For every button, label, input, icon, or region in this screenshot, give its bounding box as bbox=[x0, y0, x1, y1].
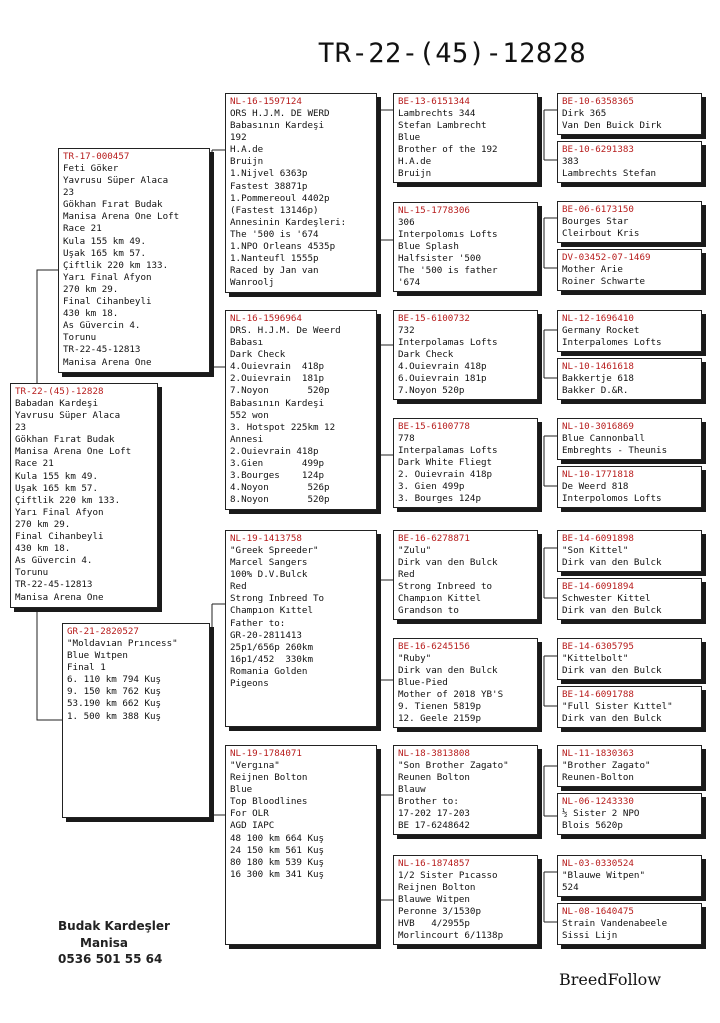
info-line: 3. Bourges 124p bbox=[398, 493, 481, 505]
sire-dam-card[interactable] bbox=[225, 310, 377, 510]
info-line: 4.Ouievrain 418p bbox=[398, 361, 487, 373]
info-line: As Güvercin 4. bbox=[63, 320, 141, 332]
info-line: Yarı Final Afyon bbox=[63, 271, 152, 283]
info-line: The '500 is father bbox=[398, 265, 498, 277]
info-line: 192 bbox=[230, 132, 247, 144]
gggp-card[interactable] bbox=[557, 93, 702, 135]
info-line: Van Den Buick Dirk bbox=[562, 120, 662, 132]
info-line: Feti Göker bbox=[63, 163, 119, 174]
info-line: DRS. H.J.M. De Weerd bbox=[230, 325, 341, 336]
gggp-card[interactable] bbox=[557, 686, 702, 728]
info-line: Çiftlik 220 km 133. bbox=[63, 259, 169, 271]
info-line: Yavrusu Süper Alaca bbox=[63, 175, 169, 187]
info-line: Blue Cannonball bbox=[562, 433, 645, 444]
info-line: 2.Ouievrain 418p bbox=[230, 445, 319, 457]
info-line: 778 bbox=[398, 433, 415, 444]
ring-number: BE-14-6091898 bbox=[562, 533, 634, 544]
info-line: Interpalamas Lofts bbox=[398, 445, 498, 457]
ring-number: BE-16-6278871 bbox=[398, 533, 470, 544]
info-line: Babasının Kardeşi bbox=[230, 397, 325, 409]
info-line: 16p1/452 330km bbox=[230, 653, 313, 665]
info-line: Father to: bbox=[230, 617, 286, 629]
info-line: Gökhan Fırat Budak bbox=[15, 434, 115, 446]
info-line: 2.Ouievrain 181p bbox=[230, 373, 325, 385]
gggp-card[interactable] bbox=[557, 141, 702, 183]
ggp-card[interactable] bbox=[393, 310, 538, 400]
ring-number: NL-16-1596964 bbox=[230, 313, 302, 324]
info-line: Blue bbox=[230, 784, 253, 796]
info-line: Final Cihanbeyli bbox=[63, 296, 152, 308]
info-line: Lambrechts Stefan bbox=[562, 168, 657, 180]
info-line: Cleirbout Kris bbox=[562, 228, 640, 240]
info-line: 6.Ouievrain 181p bbox=[398, 373, 487, 385]
gggp-card[interactable] bbox=[557, 793, 702, 835]
info-line: Embreghts - Theunis bbox=[562, 445, 668, 457]
info-line: As Güvercin 4. bbox=[15, 555, 93, 567]
info-line: Torunu bbox=[63, 332, 97, 344]
ring-number: TR-17-000457 bbox=[63, 151, 130, 162]
info-line: Bruijn bbox=[398, 168, 432, 180]
info-line: Dirk van den Bulck bbox=[562, 713, 662, 725]
info-line: Red bbox=[398, 569, 415, 581]
info-line: Champıon Kıttel bbox=[230, 605, 313, 617]
info-line: Blauw bbox=[398, 784, 426, 796]
ggp-card[interactable] bbox=[393, 93, 538, 183]
info-line: Torunu bbox=[15, 567, 49, 579]
info-line: Uşak 165 km 57. bbox=[15, 482, 98, 494]
ggp-card[interactable] bbox=[393, 638, 538, 728]
ring-number: NL-16-1597124 bbox=[230, 96, 302, 107]
info-line: Blue bbox=[398, 132, 421, 144]
dam-dam-card[interactable] bbox=[225, 745, 377, 945]
gggp-card[interactable] bbox=[557, 418, 702, 460]
info-line: Race 21 bbox=[15, 458, 54, 470]
info-line: H.A.de bbox=[230, 144, 264, 156]
ring-number: BE-10-6291383 bbox=[562, 144, 634, 155]
info-line: BE 17-6248642 bbox=[398, 820, 470, 832]
info-line: Manisa Arena One Loft bbox=[63, 211, 180, 223]
info-line: 306 bbox=[398, 217, 415, 228]
info-line: 48 100 km 664 Kuş bbox=[230, 832, 325, 844]
info-line: Top Bloodlines bbox=[230, 796, 308, 808]
ggp-card[interactable] bbox=[393, 530, 538, 620]
ggp-card[interactable] bbox=[393, 418, 538, 508]
info-line: 1.Pommereoul 4402p bbox=[230, 192, 330, 204]
ring-number: BE-14-6091894 bbox=[562, 581, 634, 592]
info-line: Mother Arie bbox=[562, 264, 623, 275]
info-line: 3.Gien 499p bbox=[230, 458, 325, 470]
info-line: Red bbox=[230, 581, 247, 593]
info-line: Bakkertje 618 bbox=[562, 373, 634, 384]
info-line: Raced by Jan van bbox=[230, 265, 319, 277]
info-line: Champıon Kittel bbox=[398, 593, 481, 605]
info-line: "Full Sister Kıttel" bbox=[562, 701, 673, 712]
info-line: 8.Noyon 520p bbox=[230, 494, 330, 506]
info-line: Dark Check bbox=[398, 349, 454, 361]
info-line: Babasının Kardeşi bbox=[230, 120, 325, 132]
info-line: 9. Tienen 5819p bbox=[398, 701, 481, 713]
info-line: Romania Golden bbox=[230, 665, 308, 677]
info-line: For OLR bbox=[230, 808, 269, 820]
ring-number: NL-11-1830363 bbox=[562, 748, 634, 759]
info-line: Reunen Bolton bbox=[398, 772, 470, 784]
ring-number: NL-10-1771818 bbox=[562, 469, 634, 480]
dam-sire-card[interactable] bbox=[225, 530, 377, 727]
info-line: Interpalomes Lofts bbox=[562, 337, 662, 349]
info-line: Dirk van den Bulck bbox=[562, 605, 662, 617]
info-line: 25p1/656p 260km bbox=[230, 641, 313, 653]
info-line: "Vergına" bbox=[230, 760, 280, 771]
info-line: Kula 155 km 49. bbox=[63, 235, 146, 247]
info-line: Mother of 2018 YB'S bbox=[398, 689, 504, 701]
info-line: 732 bbox=[398, 325, 415, 336]
gggp-card[interactable] bbox=[557, 578, 702, 620]
info-line: Final Cihanbeyli bbox=[15, 531, 104, 543]
info-line: Gökhan Fırat Budak bbox=[63, 199, 163, 211]
ring-number: BE-16-6245156 bbox=[398, 641, 470, 652]
info-line: 23 bbox=[15, 422, 27, 434]
info-line: Brother to: bbox=[398, 796, 459, 808]
info-line: Strong Inbreed to bbox=[398, 581, 493, 593]
info-line: Dirk van den Bulck bbox=[562, 557, 662, 569]
info-line: Bruijn bbox=[230, 156, 264, 168]
info-line: 17-202 17-203 bbox=[398, 808, 470, 820]
gggp-card[interactable] bbox=[557, 855, 702, 897]
info-line: 1. 500 km 388 Kuş bbox=[67, 710, 162, 722]
info-line: 3. Gien 499p bbox=[398, 481, 465, 493]
info-line: "Blauwe Witpen" bbox=[562, 870, 645, 881]
info-line: Sissi Lijn bbox=[562, 930, 618, 942]
info-line: Kula 155 km 49. bbox=[15, 470, 98, 482]
ggp-card[interactable] bbox=[393, 745, 538, 835]
sire-card[interactable] bbox=[58, 148, 210, 373]
info-line: Blauwe Witpen bbox=[398, 894, 470, 906]
dam-card[interactable] bbox=[62, 623, 210, 818]
info-line: TR-22-45-12813 bbox=[63, 344, 141, 356]
pedigree-title: TR-22-(45)-12828 bbox=[318, 38, 587, 69]
owner-name: Budak Kardeşler bbox=[58, 919, 170, 933]
ring-number: BE-15-6100732 bbox=[398, 313, 470, 324]
info-line: Race 21 bbox=[63, 223, 102, 235]
gggp-card[interactable] bbox=[557, 903, 702, 945]
ring-number: NL-08-1640475 bbox=[562, 906, 634, 917]
ring-number: BE-14-6091788 bbox=[562, 689, 634, 700]
info-line: The '500 is '674 bbox=[230, 228, 319, 240]
sire-sire-card[interactable] bbox=[225, 93, 377, 293]
ring-number: NL-19-1784071 bbox=[230, 748, 302, 759]
info-line: 270 km 29. bbox=[63, 283, 119, 295]
brand-logo-text: BreedFollow bbox=[559, 970, 662, 989]
info-line: Morlincourt 6/1138p bbox=[398, 930, 504, 942]
owner-phone: 0536 501 55 64 bbox=[58, 952, 163, 966]
ring-number: BE-13-6151344 bbox=[398, 96, 470, 107]
info-line: 100% D.V.Bulck bbox=[230, 569, 308, 581]
info-line: Marcel Sangers bbox=[230, 557, 308, 569]
info-line: 1.NPO Orleans 4535p bbox=[230, 241, 336, 253]
info-line: 383 bbox=[562, 156, 579, 167]
info-line: Yarı Final Afyon bbox=[15, 506, 104, 518]
ggp-card[interactable] bbox=[393, 202, 538, 292]
info-line: "Kittelbolt" bbox=[562, 653, 629, 664]
info-line: 430 km 18. bbox=[15, 543, 71, 555]
info-line: Brother of the 192 bbox=[398, 144, 498, 156]
info-line: Blue Splash bbox=[398, 241, 459, 253]
info-line: "Zulu" bbox=[398, 545, 432, 556]
info-line: "Son Brother Zagato" bbox=[398, 760, 509, 771]
info-line: Fastest 38871p bbox=[230, 180, 308, 192]
info-line: 1.Nijvel 6363p bbox=[230, 168, 308, 180]
ring-number: NL-10-1461618 bbox=[562, 361, 634, 372]
info-line: Blue Wıtpen bbox=[67, 650, 128, 662]
info-line: Interpolomıs Lofts bbox=[398, 229, 498, 241]
info-line: Yavrusu Süper Alaca bbox=[15, 410, 121, 422]
info-line: GR-20-2811413 bbox=[230, 629, 302, 641]
owner-city: Manisa bbox=[80, 935, 128, 950]
ring-number: NL-10-3016869 bbox=[562, 421, 634, 432]
ring-number: NL-03-0330524 bbox=[562, 858, 634, 869]
ring-number: DV-03452-07-1469 bbox=[562, 252, 651, 263]
info-line: 12. Geele 2159p bbox=[398, 713, 481, 725]
info-line: Strong Inbreed To bbox=[230, 593, 325, 605]
ring-number: BE-06-6173150 bbox=[562, 204, 634, 215]
info-line: 53.190 km 662 Kuş bbox=[67, 698, 162, 710]
info-line: Babadan Kardeşi bbox=[15, 398, 98, 409]
gggp-card[interactable] bbox=[557, 310, 702, 352]
info-line: (Fastest 13146p) bbox=[230, 204, 319, 216]
info-line: Manisa Arena One Loft bbox=[15, 446, 132, 458]
info-line: 4.Noyon 526p bbox=[230, 482, 330, 494]
info-line: 552 won bbox=[230, 409, 269, 421]
info-line: Dirk van den Bulck bbox=[398, 665, 498, 677]
info-line: 6. 110 km 794 Kuş bbox=[67, 674, 162, 686]
info-line: Grandson to bbox=[398, 605, 459, 617]
info-line: Reijnen Bolton bbox=[398, 882, 476, 894]
ring-number: GR-21-2820527 bbox=[67, 626, 139, 637]
ring-number: NL-06-1243330 bbox=[562, 796, 634, 807]
info-line: "Ruby" bbox=[398, 653, 432, 664]
info-line: Lambrechts 344 bbox=[398, 108, 476, 119]
info-line: Halfsister '500 bbox=[398, 253, 481, 265]
info-line: TR-22-45-12813 bbox=[15, 579, 93, 591]
info-line: Çiftlik 220 km 133. bbox=[15, 494, 121, 506]
info-line: Interpolamas Lofts bbox=[398, 337, 498, 349]
gggp-card[interactable] bbox=[557, 466, 702, 508]
info-line: Reunen-Bolton bbox=[562, 772, 634, 784]
info-line: Blois 5620p bbox=[562, 820, 623, 832]
ring-number: TR-22-(45)-12828 bbox=[15, 386, 104, 397]
info-line: Roiner Schwarte bbox=[562, 276, 645, 288]
ring-number: BE-14-6305795 bbox=[562, 641, 634, 652]
info-line: Blue-Pied bbox=[398, 677, 448, 689]
info-line: 3.Bourges 124p bbox=[230, 470, 325, 482]
owner-info bbox=[58, 918, 170, 968]
info-line: "Brother Zagato" bbox=[562, 760, 651, 771]
info-line: Annesi bbox=[230, 433, 264, 445]
info-line: Final 1 bbox=[67, 662, 106, 674]
ring-number: NL-18-3813808 bbox=[398, 748, 470, 759]
info-line: Manisa Arena One bbox=[15, 591, 104, 603]
info-line: 9. 150 km 762 Kuş bbox=[67, 686, 162, 698]
info-line: 7.Noyon 520p bbox=[398, 385, 465, 397]
gggp-card[interactable] bbox=[557, 530, 702, 572]
info-line: 24 150 km 561 Kuş bbox=[230, 844, 325, 856]
info-line: Dirk van den Bulck bbox=[562, 665, 662, 677]
info-line: Annesinin Kardeşleri: bbox=[230, 216, 347, 228]
info-line: 3. Hotspot 225km 12 bbox=[230, 421, 336, 433]
gggp-card[interactable] bbox=[557, 249, 702, 291]
info-line: 2. Ouievrain 418p bbox=[398, 469, 493, 481]
info-line: "Son Kittel" bbox=[562, 545, 629, 556]
info-line: De Weerd 818 bbox=[562, 481, 629, 492]
info-line: Germany Rocket bbox=[562, 325, 640, 336]
ring-number: BE-10-6358365 bbox=[562, 96, 634, 107]
ring-number: NL-16-1874857 bbox=[398, 858, 470, 869]
info-line: Reijnen Bolton bbox=[230, 772, 308, 784]
info-line: "Moldavıan Prıncess" bbox=[67, 638, 178, 649]
info-line: Manisa Arena One bbox=[63, 356, 152, 368]
info-line: Uşak 165 km 57. bbox=[63, 247, 146, 259]
ggp-card[interactable] bbox=[393, 855, 538, 945]
subject-pigeon-card[interactable] bbox=[10, 383, 158, 608]
info-line: Babası bbox=[230, 337, 264, 349]
info-line: 23 bbox=[63, 187, 75, 199]
ring-number: NL-19-1413758 bbox=[230, 533, 302, 544]
info-line: H.A.de bbox=[398, 156, 432, 168]
info-line: Dirk 365 bbox=[562, 108, 607, 119]
ring-number: NL-15-1778306 bbox=[398, 205, 470, 216]
info-line: Bakker D.&R. bbox=[562, 385, 629, 397]
info-line: 1/2 Sister Pıcasso bbox=[398, 870, 498, 881]
gggp-card[interactable] bbox=[557, 745, 702, 787]
info-line: 430 km 18. bbox=[63, 308, 119, 320]
gggp-card[interactable] bbox=[557, 638, 702, 680]
info-line: "Greek Spreeder" bbox=[230, 545, 319, 556]
info-line: AGD IAPC bbox=[230, 820, 275, 832]
info-line: Dark White Fliegt bbox=[398, 457, 493, 469]
info-line: HVB 4/2955p bbox=[398, 918, 470, 930]
info-line: Bourges Star bbox=[562, 216, 629, 227]
info-line: Dirk van den Bulck bbox=[398, 557, 498, 569]
gggp-card[interactable] bbox=[557, 358, 702, 400]
info-line: ORS H.J.M. DE WERD bbox=[230, 108, 330, 119]
info-line: 16 300 km 341 Kuş bbox=[230, 868, 325, 880]
info-line: ½ Sister 2 NPO bbox=[562, 808, 640, 819]
info-line: Dark Check bbox=[230, 349, 286, 361]
info-line: 270 km 29. bbox=[15, 518, 71, 530]
info-line: 1.Nanteufl 1555p bbox=[230, 253, 319, 265]
info-line: 80 180 km 539 Kuş bbox=[230, 856, 325, 868]
info-line: Pigeons bbox=[230, 678, 269, 690]
ring-number: BE-15-6100778 bbox=[398, 421, 470, 432]
info-line: 4.Ouievrain 418p bbox=[230, 361, 325, 373]
info-line: Schwester Kittel bbox=[562, 593, 651, 604]
info-line: Strain Vandenabeele bbox=[562, 918, 668, 929]
gggp-card[interactable] bbox=[557, 201, 702, 243]
info-line: Stefan Lambrecht bbox=[398, 120, 487, 132]
info-line: 7.Noyon 520p bbox=[230, 385, 330, 397]
ring-number: NL-12-1696410 bbox=[562, 313, 634, 324]
info-line: '674 bbox=[398, 277, 421, 289]
info-line: Peronne 3/1530p bbox=[398, 906, 481, 918]
info-line: Interpolomos Lofts bbox=[562, 493, 662, 505]
info-line: Wanroolj bbox=[230, 277, 275, 289]
info-line: 524 bbox=[562, 882, 579, 894]
